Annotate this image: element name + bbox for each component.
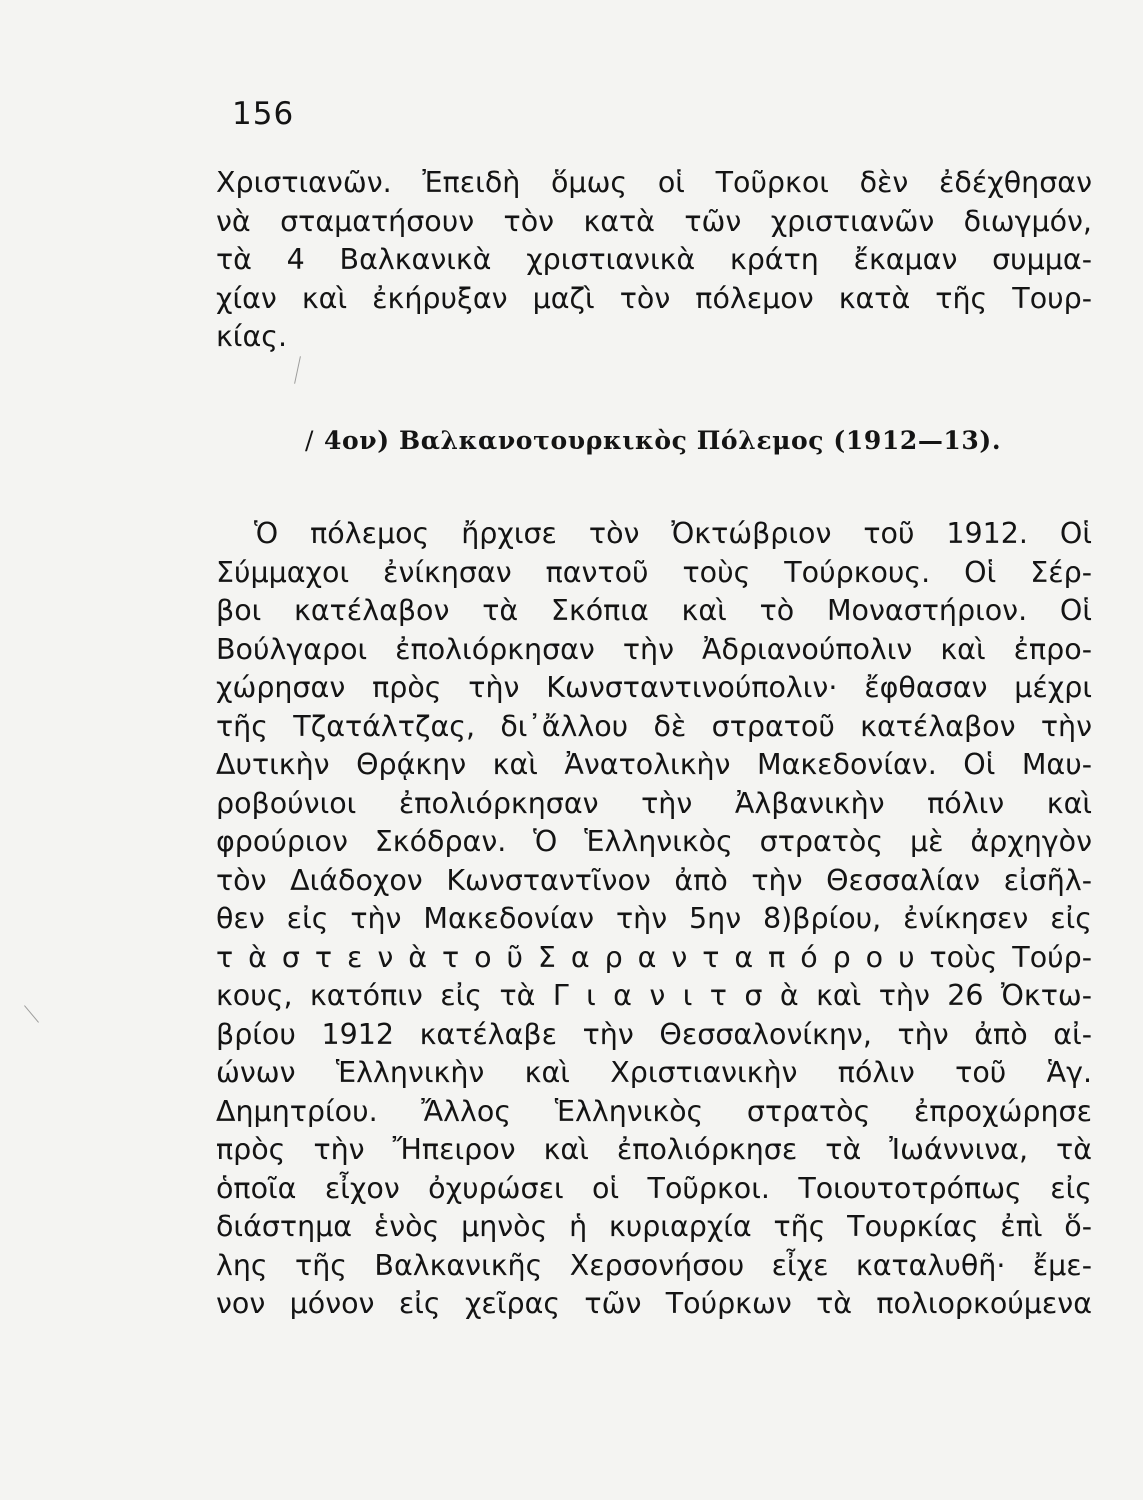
text-line: πρὸς τὴν Ἤπειρον καὶ ἐπολιόρκησε τὰ Ἰωάννινα, τὰ xyxy=(216,1133,1092,1166)
body-paragraph xyxy=(216,515,1092,1324)
text-line: νὰ σταματήσουν τὸν κατὰ τῶν χριστιανῶν διωγμόν, xyxy=(216,204,1092,238)
text-line: Σύμμαχοι ἐνίκησαν παντοῦ τοὺς Τούρκους. Οἱ Σέρ- xyxy=(216,555,1092,589)
section-heading xyxy=(305,426,1001,455)
text-line: χίαν καὶ ἐκήρυξαν μαζὶ τὸν πόλεμον κατὰ τῆς Τουρ- xyxy=(216,281,1092,315)
text-line: τ ὰ σ τ ε ν ὰ τ ο ῦ Σ α ρ α ν τ α π ό ρ ο υ τοὺς Τούρ- xyxy=(216,940,1092,974)
text-line: Ὁ πόλεμος ἤρχισε τὸν Ὀκτώβριον τοῦ 1912. Οἱ xyxy=(254,517,1092,550)
margin-mark xyxy=(24,1005,39,1022)
text-line: τὰ 4 Βαλκανικὰ χριστιανικὰ κράτη ἔκαμαν συμμα- xyxy=(216,243,1092,276)
text-line: τῆς Τζατάλτζας, δι᾿ἄλλου δὲ στρατοῦ κατέλαβον τὴν xyxy=(216,709,1092,743)
pencil-mark: / xyxy=(305,426,315,455)
text-line: χώρησαν πρὸς τὴν Κωνσταντινούπολιν· ἔφθασαν μέχρι xyxy=(216,671,1092,704)
text-line: θεν εἰς τὴν Μακεδονίαν τὴν 5ην 8)βρίου, ἐνίκησεν εἰς xyxy=(216,902,1092,935)
text-line: τὸν Διάδοχον Κωνσταντῖνον ἀπὸ τὴν Θεσσαλίαν εἰσῆλ- xyxy=(216,863,1092,897)
text-line: διάστημα ἑνὸς μηνὸς ἡ κυριαρχία τῆς Τουρκίας ἐπὶ ὅ- xyxy=(216,1210,1092,1243)
text-line: νον μόνον εἰς χεῖρας τῶν Τούρκων τὰ πολιορκούμενα xyxy=(216,1287,1092,1320)
text-line: λης τῆς Βαλκανικῆς Χερσονήσου εἶχε καταλυθῆ· ἔμε- xyxy=(216,1248,1092,1282)
section-title: 4ον) Βαλκανοτουρκικὸς Πόλεμος (1912—13). xyxy=(324,426,1002,455)
page-number: 156 xyxy=(232,96,295,132)
text-line: κους, κατόπιν εἰς τὰ Γ ι α ν ι τ σ ὰ καὶ τὴν 26 Ὀκτω- xyxy=(216,979,1092,1012)
text-line: βοι κατέλαβον τὰ Σκόπια καὶ τὸ Μοναστήριον. Οἱ xyxy=(216,594,1092,627)
text-line: Δυτικὴν Θρᾴκην καὶ Ἀνατολικὴν Μακεδονίαν. Οἱ Μαυ- xyxy=(216,748,1092,781)
text-line: ροβούνιοι ἐπολιόρκησαν τὴν Ἀλβανικὴν πόλιν καὶ xyxy=(216,786,1092,820)
text-line: ὁποῖα εἶχον ὀχυρώσει οἱ Τοῦρκοι. Τοιουτοτρόπως εἰς xyxy=(216,1171,1092,1205)
intro-paragraph xyxy=(216,164,1092,357)
text-line: Χριστιανῶν. Ἐπειδὴ ὅμως οἱ Τοῦρκοι δὲν ἐδέχθησαν xyxy=(216,166,1092,199)
text-line: κίας. xyxy=(216,320,288,353)
text-line: βρίου 1912 κατέλαβε τὴν Θεσσαλονίκην, τὴν ἀπὸ αἰ- xyxy=(216,1017,1092,1051)
text-line: φρούριον Σκόδραν. Ὁ Ἑλληνικὸς στρατὸς μὲ ἀρχηγὸν xyxy=(216,825,1092,858)
text-line: Βούλγαροι ἐπολιόρκησαν τὴν Ἀδριανούπολιν καὶ ἐπρο- xyxy=(216,632,1092,666)
text-line: Δημητρίου. Ἄλλος Ἑλληνικὸς στρατὸς ἐπροχώρησε xyxy=(216,1094,1092,1128)
pencil-stroke xyxy=(294,356,301,384)
text-line: ώνων Ἑλληνικὴν καὶ Χριστιανικὴν πόλιν τοῦ Ἁγ. xyxy=(216,1056,1092,1089)
